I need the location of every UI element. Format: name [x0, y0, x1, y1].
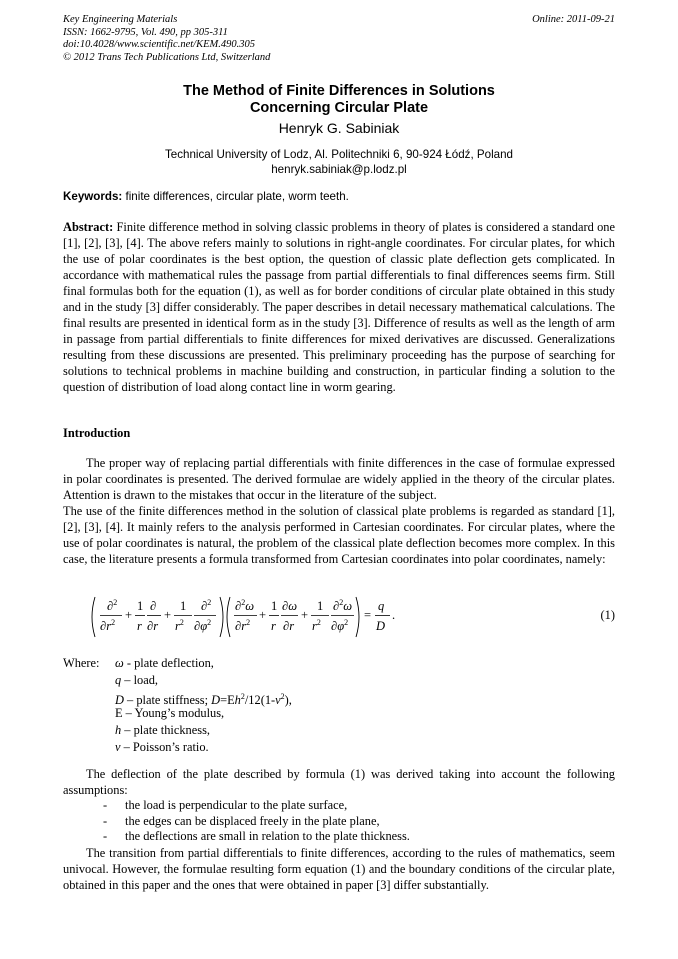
svg-text:+: +: [125, 608, 133, 622]
variable-item: ω - plate deflection,: [115, 656, 214, 670]
issn-line: ISSN: 1662-9795, Vol. 490, pp 305-311: [63, 26, 228, 38]
abstract-text: Finite difference method in solving classic problems in theory of plates is considered a standard one [1], [2], [3], [4]. The above refers mainly to solutions in right-angle coordinates. For circular plates, for which the use of polar coordinates is the best option, the question of classic plate deflection gets complicated. In accordance with mathematical rules the passage from partial differentials to final differences seems firm. Still final formulas both for the equation (1), as well as for border conditions of circular plate obtained in this study and in the study [3] differ considerably. The paper describes in detail necessary mathematical calculations. The final results are presented in identical form as in the study [3]. Difference of results as well as the length of arm in passage from partial differentials to finite differences for mixed derivatives are discussed. Generalizations resulting from these discussions are presented. This preliminary proceeding has the purpose of searching for solutions to technical problems in machine building and construction, in particular finding a solution to the question of distribution of load along contact line in worm gearing.: [63, 220, 615, 394]
svg-text:∂r: ∂r: [147, 619, 159, 633]
right-paren-1: [220, 597, 223, 637]
variable-item: E – Young’s modulus,: [115, 706, 225, 721]
svg-text:r2: $r^2$: [312, 618, 321, 633]
svg-text:∂2ω: ∂$^2$ω: [235, 598, 255, 613]
author-name: Henryk G. Sabiniak: [278, 120, 400, 136]
svg-text:∂r: ∂r: [283, 619, 295, 633]
svg-text:=: =: [364, 608, 372, 622]
author-email: henryk.sabiniak@p.lodz.pl: [271, 162, 407, 176]
svg-text:+: +: [259, 608, 267, 622]
equation-number: (1): [600, 608, 615, 622]
keywords: [63, 190, 615, 204]
svg-text:∂φ2: $\partial\varphi^2$: [331, 618, 349, 633]
equation-formula: [88, 594, 378, 640]
affiliation: Technical University of Lodz, Al. Politechniki 6, 90-924 Łódź, Poland: [164, 148, 513, 161]
svg-text:∂φ2: $\partial\varphi^2$: [194, 618, 212, 633]
svg-text:∂ω: ∂ω: [282, 599, 298, 613]
intro-paragraph-1: The proper way of replacing partial differentials with finite differences in the case of formulae expressed in polar coordinates is presented. The derived formulae are widely applied in the theory of the circular plates. Attention is drawn to the mistakes that occur in the literature of the subject.: [63, 456, 615, 502]
variable-item: q – load,: [115, 672, 159, 687]
paper-page: Key Engineering Materials ISSN: 1662-9795, Vol. 490, pp 305-311 doi:10.4028/www.scientific.net/KEM.490.305 © 2012 Trans Tech Publications Ltd, Switzerland Online: 2011-09-21 The Method of Finite Differences in Solutions Concerning Circular Plate Henryk G. Sabiniak Technical University of Lodz, Al. Politechniki 6, 90-924 Łódź, Poland henryk.sabiniak@p.lodz.pl Keywords: finite differences, circular plate, worm teeth. Abstract: Finite difference method in solving classic problems in theory of plates is considered a standard one [1], [2], [3], [4]. The above refers mainly to solutions in right-angle coordinates. For circular plates, for which the use of polar coordinates is the best option, the question of classic plate deflection gets complicated. In accordance with mathematical rules the passage from partial differentials to final differences seems firm. Still final formulas both for the equation (1), as well as for border conditions of circular plate obtained in this study and in the study [3] differ considerably. The paper describes in detail necessary mathematical calculations. The final results are presented in identical form as in the study [3]. Difference of results as well as the length of arm in passage from partial differentials to finite differences for mixed derivatives are discussed. Generalizations resulting from these discussions are presented. This preliminary proceeding has the purpose of searching for solutions to technical problems in machine building and construction, in particular finding a solution to the question of distribution of load along contact line in worm gearing. Introduction The proper way of replacing partial differentials with finite differences in the case of formulae expressed in polar coordinates is presented. The derived formulae are widely applied in the theory of the circular plates. Attention is drawn to the mistakes that occur in the literature of the subject. The use of the finite differences method in the solution of classical plate problems is regarded as standard [1], [2], [3], [4]. It mainly refers to the analysis performed in Cartesian coordinates. For circular plates, where the use of polar coordinates is natural, the problem of the classical plate deflection becomes more complex. In this case, the literature presents a formula transformed from Cartesian coordinates into polar coordinates, namely: ∂$^2$ $\partial r^2$ + 1 r ∂ ∂r + 1 $r^2$ ∂$^2$ $\partial\varphi^2$ ∂$^2$ω $\partial r^2$ + 1 r ∂ω ∂r + 1 $r^2$ ∂$^2$ω $\partial\varphi^2$ = q D . (1) Where: ω - plate deflection, q – load, D – plate stiffness; $D=Eh^2/12(1-v^2)$, E – Young’s modulus, h – plate thickness, v – Poisson’s ratio. The deflection of the plate described by formula (1) was derived taking into account the following assumptions: - the load is perpendicular to the plate surface, - the edges can be displaced freely in the plate plane, - the deflections are small in relation to the plate thickness. The transition from partial differentials to finite differences, according to the rules of mathematics, seem univocal. However, the formulae resulting form equation (1) and the boundary conditions of the circular plate, obtained in this paper and the ones that were obtained in paper [3] differ substantially.: [63, 14, 615, 892]
svg-text:+: +: [301, 608, 309, 622]
svg-text:∂2ω: ∂$^2$ω: [333, 598, 353, 613]
equation-rhs: [364, 594, 414, 640]
variable-item: h – plate thickness,: [115, 723, 210, 738]
svg-text:∂r2: $\partial r^2$: [235, 618, 251, 633]
journal-name: Key Engineering Materials: [63, 14, 178, 25]
deflection-paragraph: The deflection of the plate described by formula (1) was derived taking into account the following assumptions:: [63, 767, 615, 797]
equation-1: [88, 594, 615, 640]
doi-line: doi:10.4028/www.scientific.net/KEM.490.305: [63, 39, 255, 50]
intro-paragraph-2: The use of the finite differences method in the solution of classical plate problems is regarded as standard [1], [2], [3], [4]. It mainly refers to the analysis performed in Cartesian coordinates. For circular plates, where the use of polar coordinates is natural, the problem of the classical plate deflection becomes more complex. In this case, the literature presents a formula transformed from Cartesian coordinates into polar coordinates, namely:: [63, 504, 615, 566]
svg-text:D: D: [376, 619, 386, 633]
left-paren-1: [92, 597, 95, 637]
variable-item: v – Poisson’s ratio.: [115, 740, 209, 754]
affiliation-block: [63, 148, 615, 177]
where-label: Where:: [63, 656, 100, 670]
section-heading-introduction: Introduction: [63, 426, 131, 440]
svg-text:+: +: [164, 608, 172, 622]
copyright-line: © 2012 Trans Tech Publications Ltd, Switzerland: [63, 51, 271, 63]
variable-item: D – plate stiffness; $D=Eh^2/12(1-v^2)$,: [115, 691, 292, 707]
frac1-den: $\partial r^2$: [100, 618, 116, 633]
abstract-label: Abstract:: [63, 220, 114, 234]
keywords-label: Keywords:: [63, 190, 123, 203]
transition-paragraph: The transition from partial differentials to finite differences, according to the rules of mathematics, seem univocal. However, the formulae resulting form equation (1) and the boundary conditions of the circular plate, obtained in this paper and the ones that were obtained in paper [3] differ substantially.: [63, 846, 615, 892]
journal-header: [63, 14, 615, 64]
svg-text:1: 1: [137, 599, 144, 613]
right-paren-2: [356, 597, 359, 637]
svg-text:.: .: [392, 608, 396, 622]
title-line-2: Concerning Circular Plate: [249, 100, 429, 116]
paper-title: [63, 83, 615, 117]
keywords-text: finite differences, circular plate, worm teeth.: [122, 190, 349, 203]
left-paren-2: [227, 597, 230, 637]
online-date: Online: 2011-09-21: [532, 14, 615, 25]
svg-text:1: 1: [180, 599, 187, 613]
svg-text:r: r: [271, 619, 276, 633]
svg-text:r2: $r^2$: [175, 618, 184, 633]
abstract: [63, 219, 615, 395]
svg-text:1: 1: [271, 599, 278, 613]
svg-text:∂: ∂: [150, 599, 157, 613]
frac1-num: ∂$^2$: [107, 598, 118, 613]
svg-text:1: 1: [317, 599, 324, 613]
svg-text:q: q: [378, 599, 385, 613]
svg-text:r: r: [137, 619, 142, 633]
svg-text:∂2: ∂$^2$: [201, 598, 212, 613]
title-line-1: The Method of Finite Differences in Solutions: [183, 83, 495, 99]
